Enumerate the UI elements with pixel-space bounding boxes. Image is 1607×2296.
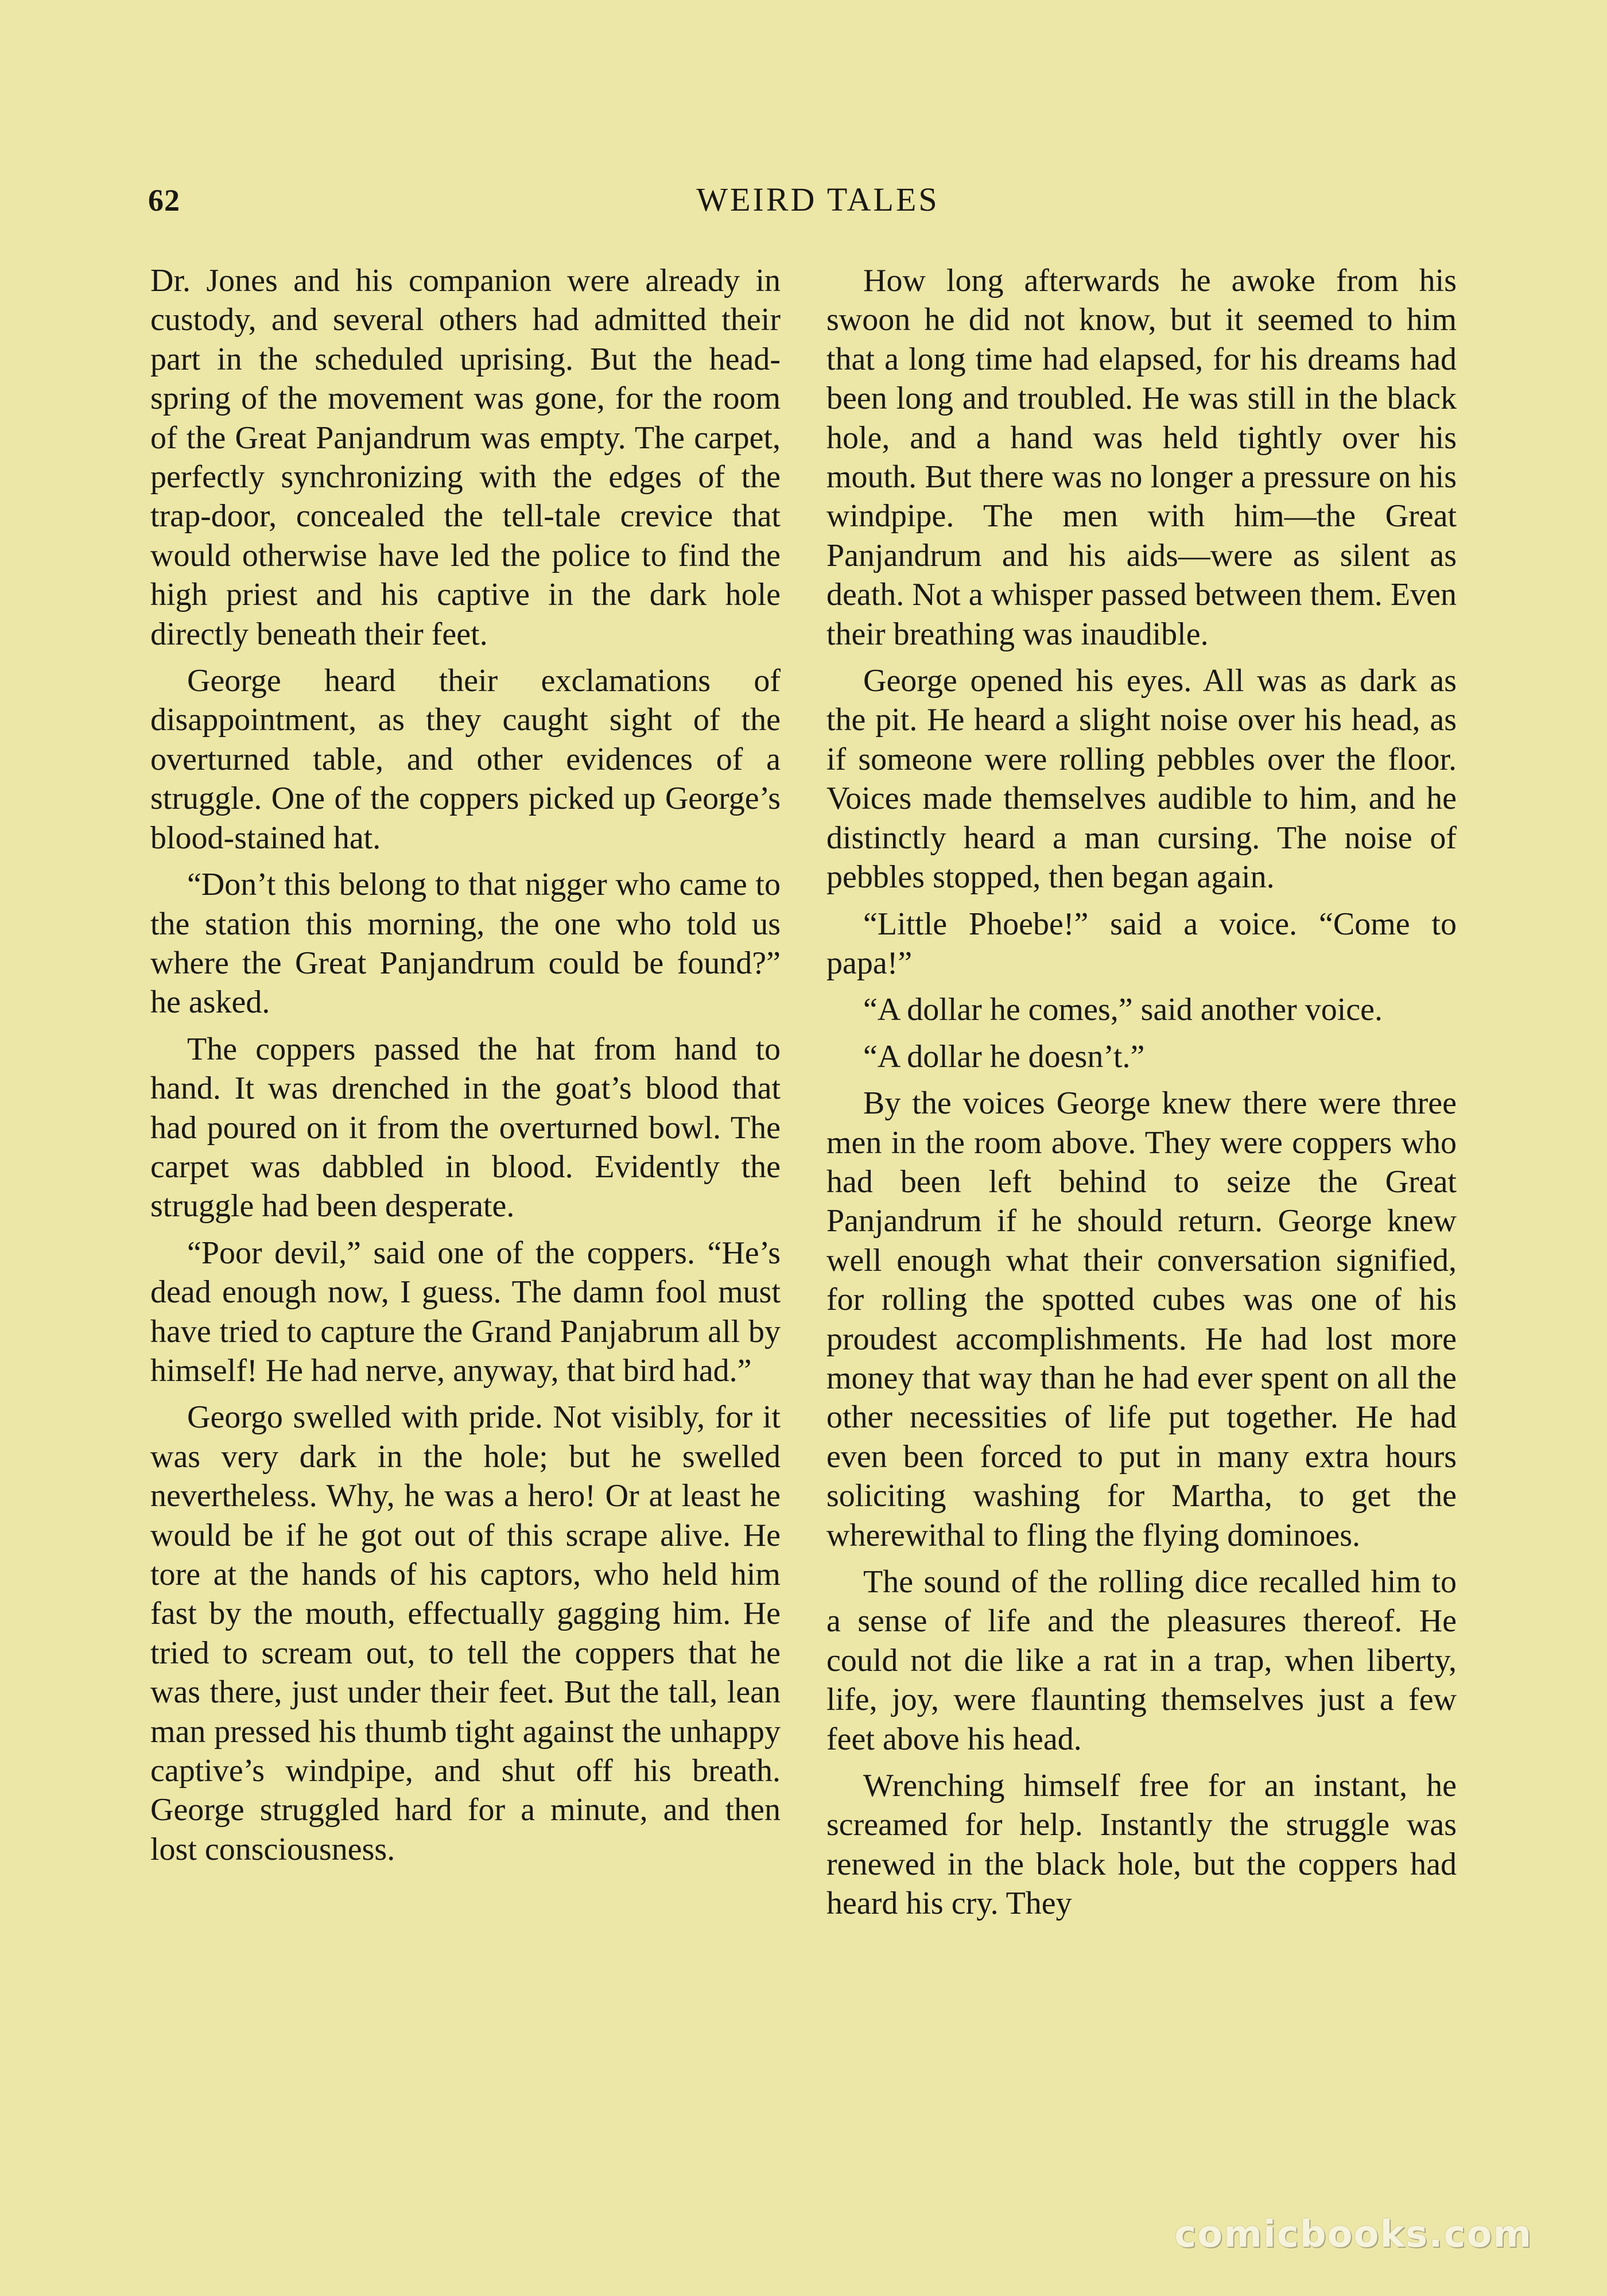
watermark-logo: comicbooks.com <box>1174 2213 1532 2256</box>
left-column <box>150 261 781 1876</box>
paragraph: The coppers passed the hat from hand to hand. It was drenched in the goat’s blood that had poured on it from the overturned bowl. The carpet was dabbled in blood. Evidently the struggle had been desperate. <box>150 1031 781 1224</box>
right-column <box>826 261 1457 1931</box>
paragraph: “A dollar he doesn’t.” <box>863 1038 1145 1075</box>
page-number: 62 <box>148 183 180 218</box>
paragraph: “Little Phoebe!” said a voice. “Come to papa!” <box>826 906 1457 981</box>
paragraph: “Poor devil,” said one of the coppers. “He’s dead enough now, I guess. The damn fool must have tried to capture the Grand Panjabrum all by himself! He had nerve, anyway, that bird had.” <box>150 1235 781 1389</box>
paragraph: George heard their exclamations of disappointment, as they caught sight of the overturned table, and other evidences of a struggle. One of the coppers picked up George’s blood-stained hat. <box>150 663 781 856</box>
paragraph: Wrenching himself free for an instant, he screamed for help. Instantly the struggle was renewed in the black hole, but the coppers had heard his cry. They <box>826 1768 1457 1922</box>
paragraph: The sound of the rolling dice recalled him to a sense of life and the pleasures thereof. He could not die like a rat in a trap, when liberty, life, joy, were flaunting themselves just a few feet above his head. <box>826 1564 1457 1757</box>
paragraph: Dr. Jones and his companion were already in custody, and several others had admitted their part in the scheduled uprising. But the head-spring of the movement was gone, for the room of the Great Panjandrum was empty. The carpet, perfectly synchronizing with the edges of the trap-door, concealed the tell-tale crevice that would otherwise have led the police to find the high priest and his captive in the dark hole directly beneath their feet. <box>150 263 781 652</box>
paragraph: “Don’t this belong to that nigger who came to the station this morning, the one who told us where the Great Panjandrum could be found?” he asked. <box>150 867 781 1021</box>
running-head: WEIRD TALES <box>696 181 940 218</box>
paragraph: “A dollar he comes,” said another voice. <box>863 992 1383 1028</box>
paragraph: George opened his eyes. All was as dark as the pit. He heard a slight noise over his head, as if someone were rolling pebbles over the floor. Voices made themselves audible to him, and he distinctly heard a man cursing. The noise of pebbles stopped, then began again. <box>826 663 1457 895</box>
paragraph: Georgo swelled with pride. Not visibly, for it was very dark in the hole; but he swelled nevertheless. Why, he was a hero! Or at least he would be if he got out of this scrape alive. He tore at the hands of his captors, who held him fast by the mouth, effectually gagging him. He tried to scream out, to tell the coppers that he was there, just under their feet. But the tall, lean man pressed his thumb tight against the unhappy captive’s windpipe, and shut off his breath. George struggled hard for a minute, and then lost consciousness. <box>150 1399 781 1867</box>
paragraph: By the voices George knew there were three men in the room above. They were coppers who had been left behind to seize the Great Panjandrum if he should return. George knew well enough what their conversation signified, for rolling the spotted cubes was one of his proudest accomplishments. He had lost more money that way than he had ever spent on all the other necessities of life put together. He had even been forced to put in many extra hours soliciting washing for Martha, to get the wherewithal to fling the flying dominoes. <box>826 1085 1457 1553</box>
paragraph: How long afterwards he awoke from his swoon he did not know, but it seemed to him that a long time had elapsed, for his dreams had been long and troubled. He was still in the black hole, and a hand was held tightly over his mouth. But there was no longer a pressure on his windpipe. The men with him—the Great Panjandrum and his aids—were as silent as death. Not a whisper passed between them. Even their breathing was inaudible. <box>826 263 1457 652</box>
